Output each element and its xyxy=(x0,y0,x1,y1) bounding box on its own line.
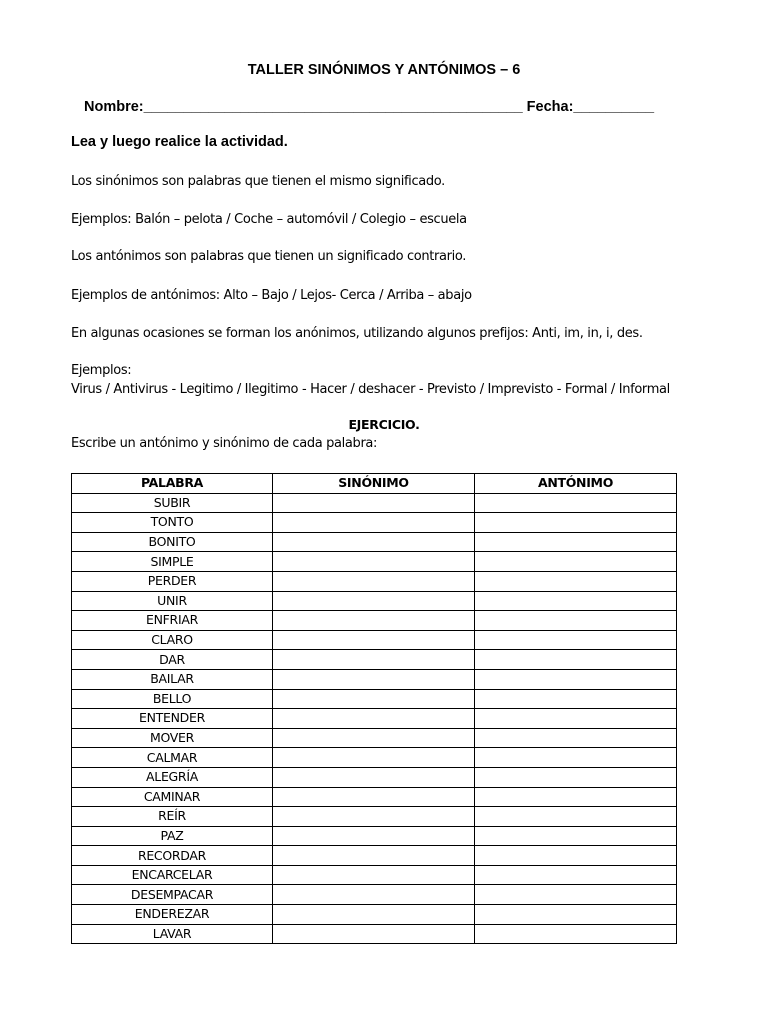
antonym-answer-cell[interactable] xyxy=(475,493,677,513)
word-cell: REÍR xyxy=(72,807,273,827)
antonym-answer-cell[interactable] xyxy=(475,924,677,944)
prefix-examples-label: Ejemplos: xyxy=(71,363,132,378)
table-row xyxy=(72,650,677,670)
synonym-answer-cell[interactable] xyxy=(273,767,475,787)
synonym-answer-cell[interactable] xyxy=(273,493,475,513)
table-row xyxy=(72,846,677,866)
antonym-answer-cell[interactable] xyxy=(475,826,677,846)
table-row xyxy=(72,630,677,650)
table-row xyxy=(72,611,677,631)
word-cell: LAVAR xyxy=(72,924,273,944)
antonym-answer-cell[interactable] xyxy=(475,905,677,925)
table-row xyxy=(72,826,677,846)
synonym-answer-cell[interactable] xyxy=(273,748,475,768)
exercise-instruction: Escribe un antónimo y sinónimo de cada palabra: xyxy=(71,436,378,451)
table-row xyxy=(72,865,677,885)
synonym-answer-cell[interactable] xyxy=(273,846,475,866)
synonym-answer-cell[interactable] xyxy=(273,787,475,807)
antonym-answer-cell[interactable] xyxy=(475,709,677,729)
antonym-answer-cell[interactable] xyxy=(475,532,677,552)
word-cell: ALEGRÍA xyxy=(72,767,273,787)
word-cell: ENCARCELAR xyxy=(72,865,273,885)
table-row xyxy=(72,807,677,827)
synonym-answer-cell[interactable] xyxy=(273,689,475,709)
antonym-answer-cell[interactable] xyxy=(475,885,677,905)
exercise-title: EJERCICIO. xyxy=(348,417,420,432)
antonym-answer-cell[interactable] xyxy=(475,807,677,827)
word-cell: BELLO xyxy=(72,689,273,709)
table-row xyxy=(72,787,677,807)
synonym-answer-cell[interactable] xyxy=(273,669,475,689)
header-palabra: PALABRA xyxy=(72,474,273,494)
word-cell: CAMINAR xyxy=(72,787,273,807)
reading-instruction: Lea y luego realice la actividad. xyxy=(71,134,288,150)
antonym-answer-cell[interactable] xyxy=(475,865,677,885)
antonym-answer-cell[interactable] xyxy=(475,611,677,631)
word-cell: BAILAR xyxy=(72,669,273,689)
antonym-answer-cell[interactable] xyxy=(475,748,677,768)
word-cell: ENDEREZAR xyxy=(72,905,273,925)
name-date-line: Nombre:_______________________________________________ Fecha:__________ xyxy=(84,99,655,115)
table-row xyxy=(72,513,677,533)
antonym-answer-cell[interactable] xyxy=(475,689,677,709)
table-row xyxy=(72,571,677,591)
synonym-answer-cell[interactable] xyxy=(273,924,475,944)
antonym-definition: Los antónimos son palabras que tienen un significado contrario. xyxy=(71,249,467,264)
synonym-answer-cell[interactable] xyxy=(273,885,475,905)
synonym-answer-cell[interactable] xyxy=(273,552,475,572)
synonym-definition: Los sinónimos son palabras que tienen el mismo significado. xyxy=(71,174,445,189)
table-header-row xyxy=(72,474,677,494)
prefix-examples: Virus / Antivirus - Legitimo / Ilegitimo - Hacer / deshacer - Previsto / Imprevisto - Formal / Informal xyxy=(71,382,670,397)
synonym-answer-cell[interactable] xyxy=(273,630,475,650)
table-row xyxy=(72,728,677,748)
antonym-answer-cell[interactable] xyxy=(475,728,677,748)
prefix-explanation: En algunas ocasiones se forman los anónimos, utilizando algunos prefijos: Anti, im, in, i, des. xyxy=(71,326,643,341)
antonym-answer-cell[interactable] xyxy=(475,591,677,611)
word-cell: PAZ xyxy=(72,826,273,846)
table-row xyxy=(72,689,677,709)
table-row xyxy=(72,591,677,611)
synonym-answer-cell[interactable] xyxy=(273,865,475,885)
table-row xyxy=(72,885,677,905)
word-cell: CALMAR xyxy=(72,748,273,768)
word-cell: SUBIR xyxy=(72,493,273,513)
table-row xyxy=(72,924,677,944)
antonym-answer-cell[interactable] xyxy=(475,552,677,572)
synonym-answer-cell[interactable] xyxy=(273,807,475,827)
table-row xyxy=(72,748,677,768)
worksheet-title: TALLER SINÓNIMOS Y ANTÓNIMOS – 6 xyxy=(247,62,521,78)
antonym-answer-cell[interactable] xyxy=(475,650,677,670)
table-row xyxy=(72,669,677,689)
word-cell: UNIR xyxy=(72,591,273,611)
synonym-answer-cell[interactable] xyxy=(273,650,475,670)
header-antonimo: ANTÓNIMO xyxy=(475,474,677,494)
header-sinonimo: SINÓNIMO xyxy=(273,474,475,494)
word-cell: ENFRIAR xyxy=(72,611,273,631)
synonym-answer-cell[interactable] xyxy=(273,826,475,846)
antonym-answer-cell[interactable] xyxy=(475,630,677,650)
table-row xyxy=(72,532,677,552)
antonym-answer-cell[interactable] xyxy=(475,513,677,533)
word-cell: TONTO xyxy=(72,513,273,533)
table-row xyxy=(72,905,677,925)
synonym-answer-cell[interactable] xyxy=(273,728,475,748)
synonym-answer-cell[interactable] xyxy=(273,905,475,925)
word-cell: PERDER xyxy=(72,571,273,591)
antonym-examples: Ejemplos de antónimos: Alto – Bajo / Lejos- Cerca / Arriba – abajo xyxy=(71,288,472,303)
word-cell: DAR xyxy=(72,650,273,670)
word-cell: MOVER xyxy=(72,728,273,748)
synonym-answer-cell[interactable] xyxy=(273,611,475,631)
word-cell: SIMPLE xyxy=(72,552,273,572)
exercise-table xyxy=(71,473,677,944)
antonym-answer-cell[interactable] xyxy=(475,767,677,787)
antonym-answer-cell[interactable] xyxy=(475,846,677,866)
table-row xyxy=(72,493,677,513)
table-row xyxy=(72,552,677,572)
antonym-answer-cell[interactable] xyxy=(475,669,677,689)
synonym-answer-cell[interactable] xyxy=(273,532,475,552)
table-row xyxy=(72,767,677,787)
table-row xyxy=(72,709,677,729)
word-cell: DESEMPACAR xyxy=(72,885,273,905)
word-cell: BONITO xyxy=(72,532,273,552)
synonym-answer-cell[interactable] xyxy=(273,591,475,611)
word-cell: RECORDAR xyxy=(72,846,273,866)
word-cell: CLARO xyxy=(72,630,273,650)
synonym-examples: Ejemplos: Balón – pelota / Coche – automóvil / Colegio – escuela xyxy=(71,212,467,227)
antonym-answer-cell[interactable] xyxy=(475,571,677,591)
synonym-answer-cell[interactable] xyxy=(273,513,475,533)
synonym-answer-cell[interactable] xyxy=(273,709,475,729)
antonym-answer-cell[interactable] xyxy=(475,787,677,807)
word-cell: ENTENDER xyxy=(72,709,273,729)
synonym-answer-cell[interactable] xyxy=(273,571,475,591)
